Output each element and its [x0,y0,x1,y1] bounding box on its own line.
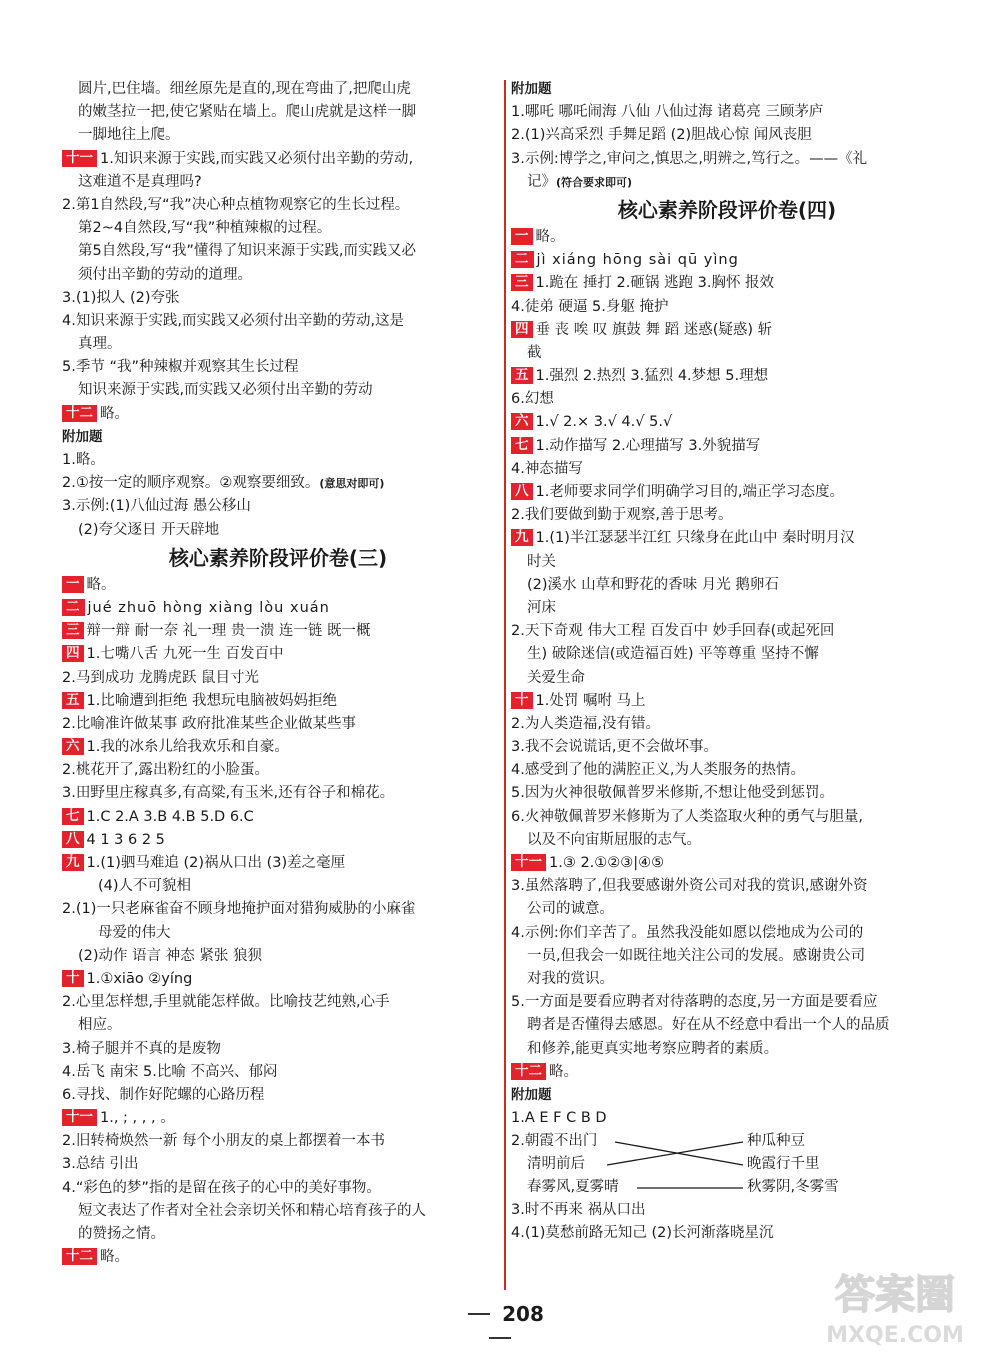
answer-note: (意思对即可) [319,477,385,491]
section-two [511,249,943,272]
answer-line: 4 1 3 6 2 5 [86,831,165,848]
right-column [511,78,943,1246]
section-badge: 七 [62,808,84,825]
section-eleven [62,148,494,171]
answer-line: 2.(1)兴高采烈 手舞足蹈 (2)胆战心惊 闻风丧胆 [511,127,812,144]
section-badge: 四 [511,321,533,338]
answer-line: 3.椅子腿并不真的是废物 [62,1040,221,1057]
answer-line: 2.(1)一只老麻雀奋不顾身地掩护面对猎狗威胁的小麻雀 [62,901,416,918]
answer-line: 4.示例:你们辛苦了。虽然我没能如愿以偿地成为公司的 [511,924,864,941]
section-badge: 十一 [511,854,546,871]
answer-line: (2)动作 语言 神态 紧张 狼狈 [78,947,262,964]
section-ten [62,968,494,991]
answer-line: 2.我们要做到勤于观察,善于思考。 [511,507,733,524]
answer-line: 须付出辛勤的劳动的道理。 [78,266,252,283]
section-heading: 核心素养阶段评价卷(三) [168,545,388,570]
match-left-3: 春雾风,夏雾晴 [527,1179,619,1196]
section-badge: 九 [62,854,84,871]
answer-line: 截 [527,344,542,361]
section-nine [511,527,943,550]
answer-line: 3.我不会说谎话,更不会做坏事。 [511,739,718,756]
answer-line: 6.火神敬佩普罗米修斯为了人类盗取火种的勇气与胆量, [511,808,863,825]
answer-line: 1., ; , , , 。 [100,1110,175,1127]
section-seven [62,806,494,829]
section-three [511,272,943,295]
section-badge: 二 [62,599,85,616]
answer-line: 2.旧转椅焕然一新 每个小朋友的桌上都摆着一本书 [62,1133,385,1150]
answer-line: jì xiáng hōng sài qū yìng [536,252,739,269]
answer-line: (2)夸父逐日 开天辟地 [78,521,220,538]
answer-line: 生) 破除迷信(或造福百姓) 平等尊重 坚持不懈 [527,646,819,663]
section-eight [62,829,494,852]
section-badge: 十 [62,970,84,987]
answer-line: (4)人不可貌相 [98,878,192,895]
section-badge: 五 [511,367,533,384]
answer-line: 和修养,能更真实地考察应聘者的素质。 [527,1040,779,1057]
section-one [511,226,943,249]
answer-line: 1.强烈 2.热烈 3.猛烈 4.梦想 5.理想 [535,368,769,385]
answer-line: 以及不向宙斯屈服的志气。 [527,831,701,848]
section-badge: 七 [511,437,533,454]
answer-line: 辩一辩 耐一奈 礼一理 贵一溃 连一链 既一概 [86,623,371,640]
answer-line [511,171,943,194]
answer-line: 母爱的伟大 [98,924,171,941]
section-badge: 六 [511,413,533,430]
section-three [62,620,494,643]
answer-line: (2)溪水 山草和野花的香味 月光 鹅卵石 [527,576,779,593]
section-badge: 三 [511,274,533,291]
answer-line: 3.(1)拟人 (2)夸张 [62,289,180,306]
dash-decoration [489,1337,511,1339]
answer-line: 对我的赏识。 [527,970,614,987]
section-eight [511,481,943,504]
matching-exercise [511,1130,943,1199]
answer-line: 时关 [527,553,556,570]
match-right-3: 秋雾阴,冬雾雪 [747,1179,839,1196]
answer-line: 1.老师要求同学们明确学习目的,端正学习态度。 [535,484,844,500]
answer-line: 1.(1)驷马难追 (2)祸从口出 (3)差之毫厘 [86,855,346,871]
answer-line: 第5自然段,写“我”懂得了知识来源于实践,而实践又必 [78,243,416,260]
bonus-title: 附加题 [62,428,103,445]
answer-line: 6.寻找、制作好陀螺的心路历程 [62,1086,265,1103]
section-ten [511,690,943,713]
section-badge: 四 [62,645,84,662]
section-badge: 一 [511,228,533,245]
answer-line: 公司的诚意。 [527,901,614,918]
answer-line: 4.感受到了他的满腔正义,为人类服务的热情。 [511,762,805,779]
section-badge: 十一 [62,1109,97,1126]
answer-line: 4.神态描写 [511,460,583,477]
dash-decoration [468,1313,490,1315]
section-badge: 二 [511,251,534,268]
section-badge: 十二 [62,405,97,422]
section-one [62,574,494,597]
match-left-2: 清明前后 [527,1156,585,1173]
section-badge: 十一 [62,150,97,167]
answer-line: 河床 [527,599,556,616]
answer-line: 聘者是否懂得去感恩。好在从不经意中看出一个人的品质 [527,1017,890,1034]
section-six [62,736,494,759]
answer-line [62,472,494,495]
answer-line: 1.跪在 捶打 2.砸锅 逃跑 3.胸怀 报效 [535,275,775,292]
answer-line: 3.总结 引出 [62,1156,139,1173]
answer-line: 1.动作描写 2.心理描写 3.外貌描写 [535,437,761,454]
section-badge: 一 [62,576,84,593]
answer-line: 垂 丧 唉 叹 旗鼓 舞 蹈 迷惑(疑惑) 斩 [535,321,773,338]
answer-line: 1.①xiāo ②yíng [86,970,193,987]
page-number [440,1302,560,1350]
answer-line: 3.虽然落聘了,但我要感谢外资公司对我的赏识,感谢外资 [511,878,868,895]
answer-line: 相应。 [78,1017,122,1034]
section-badge: 十二 [62,1248,97,1265]
answer-line: 1.(1)半江瑟瑟半江红 只缘身在此山中 秦时明月汉 [535,530,855,547]
section-seven [511,435,943,458]
answer-line: 1.C 2.A 3.B 4.B 5.D 6.C [86,808,254,825]
answer-line: 1.处罚 嘱咐 马上 [535,692,646,709]
section-two [62,597,494,620]
section-badge: 十二 [511,1063,546,1080]
match-right-2: 晚霞行千里 [747,1156,820,1173]
column-divider [504,80,506,1290]
answer-line: 6.幻想 [511,391,554,408]
answer-line: 这难道不是真理吗? [78,173,202,190]
section-twelve [62,403,494,426]
answer-line: 真理。 [78,336,122,353]
section-nine [62,852,494,875]
answer-line: 略。 [549,1063,578,1080]
answer-line: 略。 [535,228,565,245]
matching-lines [511,1130,751,1199]
section-six [511,411,943,434]
answer-line: 的赞扬之情。 [78,1226,165,1242]
section-twelve [511,1061,943,1084]
answer-line: 3.时不再来 祸从口出 [511,1202,646,1219]
section-badge: 五 [62,692,84,709]
section-badge: 八 [62,831,84,848]
answer-line: 关爱生命 [527,669,585,686]
answer-line: 2.为人类造福,没有错。 [511,715,660,732]
answer-line: 2.马到成功 龙腾虎跃 鼠目寸光 [62,669,260,686]
answer-line: 2.心里怎样想,手里就能怎样做。比喻技艺纯熟,心手 [62,994,390,1011]
match-left-1: 2.朝霞不出门 [511,1133,598,1150]
answer-line: 知识来源于实践,而实践又必须付出辛勤的劳动 [78,382,373,399]
answer-line: 略。 [100,405,129,422]
answer-line: jué zhuō hòng xiàng lòu xuán [87,599,330,616]
answer-line: 4.(1)莫愁前路无知己 (2)长河渐落晓星沉 [511,1225,774,1242]
answer-line: 5.一方面是要看应聘者对待落聘的态度,另一方面是要看应 [511,994,878,1011]
answer-line: 4.岳飞 南宋 5.比喻 不高兴、郁闷 [62,1063,278,1080]
left-column [62,78,494,1269]
answer-line: 1.哪吒 哪吒闹海 八仙 八仙过海 诸葛亮 三顾茅庐 [511,104,824,121]
section-five [62,690,494,713]
bonus-title: 附加题 [511,1086,552,1103]
answer-line: 一员,但我会一如既往地关注公司的发展。感谢贵公司 [527,947,866,964]
answer-line: 圆片,巴住墙。细丝原先是直的,现在弯曲了,把爬山虎 [78,81,411,97]
section-badge: 六 [62,738,84,755]
answer-line: 4.徒弟 硬逼 5.身躯 掩护 [511,298,669,315]
answer-line: 4.知识来源于实践,而实践又必须付出辛勤的劳动,这是 [62,312,405,329]
answer-line: 1.√ 2.× 3.√ 4.√ 5.√ [535,414,673,431]
section-four [511,319,943,342]
section-twelve [62,1246,494,1269]
answer-line: 1.略。 [62,452,105,468]
answer-line: 3.示例:(1)八仙过海 愚公移山 [62,498,251,515]
answer-text: 记》 [527,173,556,190]
answer-line: 的嫩茎拉一把,使它紧贴在墙上。爬山虎就是这样一脚 [78,104,417,121]
watermark-url: MXQE.COM [826,1323,964,1348]
section-five [511,365,943,388]
watermark-logo [800,1262,990,1352]
answer-line: 1.A E F C B D [511,1110,607,1127]
section-heading: 核心素养阶段评价卷(四) [617,197,837,222]
bonus-title: 附加题 [511,81,552,97]
section-badge: 三 [62,622,84,639]
watermark-text: 答案圈 [835,1272,955,1318]
answer-line: 2.天下奇观 伟大工程 百发百中 妙手回春(或起死回 [511,623,835,640]
answer-line: 2.第1自然段,写“我”决心种点植物观察它的生长过程。 [62,196,410,213]
answer-line: 1.知识来源于实践,而实践又必须付出辛勤的劳动, [100,150,414,167]
answer-line: 1.我的冰糸儿给我欢乐和自豪。 [86,739,289,756]
answer-line: 3.田野里庄稼真多,有高粱,有玉米,还有谷子和棉花。 [62,785,395,802]
answer-line: 1.③ 2.①②③|④⑤ [549,855,665,871]
match-right-1: 种瓜种豆 [747,1133,805,1150]
answer-line: 略。 [86,576,116,593]
answer-line: 1.七嘴八舌 九死一生 百发百中 [86,646,284,663]
answer-line: 一脚地往上爬。 [78,127,180,144]
section-badge: 八 [511,483,533,500]
answer-line: 2.比喻准许做某事 政府批准某些企业做某些事 [62,715,356,732]
answer-line: 5.因为火神很敬佩普罗米修斯,不想让他受到惩罚。 [511,785,834,802]
answer-line: 略。 [100,1249,129,1266]
answer-line: 第2~4自然段,写“我”种植辣椒的过程。 [78,220,332,237]
section-eleven [62,1107,494,1130]
answer-line: 4.“彩色的梦”指的是留在孩子的心中的美好事物。 [62,1179,381,1196]
answer-line: 短文表达了作者对全社会亲切关怀和精心培育孩子的人 [78,1202,426,1219]
answer-line: 1.比喻遭到拒绝 我想玩电脑被妈妈拒绝 [86,692,337,709]
section-four [62,643,494,666]
answer-text: 2.①按一定的顺序观察。②观察要细致。 [62,475,320,492]
page-number-text: 208 [502,1302,544,1326]
answer-line: 5.季节 “我”种辣椒并观察其生长过程 [62,359,299,376]
answer-note: (符合要求即可) [556,175,633,189]
answer-line: 2.桃花开了,露出粉红的小脸蛋。 [62,762,269,779]
section-badge: 十 [511,692,533,709]
section-badge: 九 [511,529,533,546]
answer-line: 3.示例:博学之,审问之,慎思之,明辨之,笃行之。——《礼 [511,150,868,167]
section-eleven [511,852,943,875]
